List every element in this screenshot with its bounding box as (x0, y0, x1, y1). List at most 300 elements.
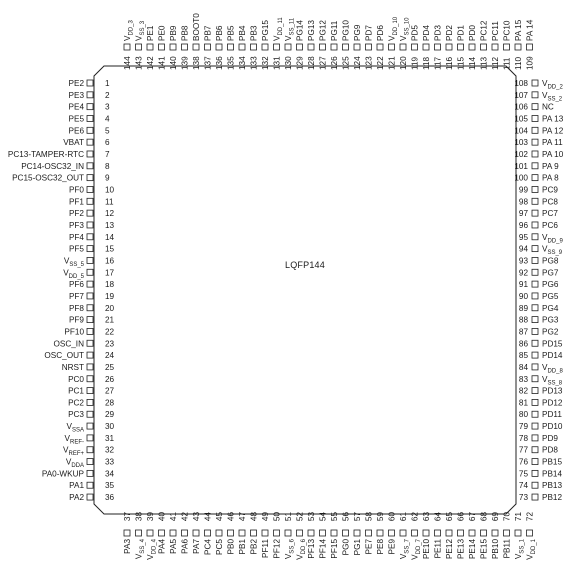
pin-label (69, 79, 85, 88)
pin-label (250, 539, 259, 555)
pin-pad (527, 530, 533, 536)
pin-name: PB9 (169, 25, 178, 41)
pin-number: 57 (353, 512, 362, 522)
pin-label (542, 256, 559, 265)
pin-name-subscript: DD_1 (531, 539, 537, 555)
pin-name: PE3 (68, 90, 84, 100)
pin-name: PG15 (261, 20, 270, 41)
pin-pad (87, 210, 93, 216)
pin-number: 77 (518, 445, 528, 455)
pin-pad (532, 246, 538, 252)
pin-number: 81 (518, 398, 528, 408)
pin-pad (504, 44, 510, 50)
pin-pad (532, 376, 538, 382)
pin-label (434, 539, 443, 559)
pin-pad (147, 530, 153, 536)
pin-121 (388, 16, 400, 70)
pin-name: PA 9 (542, 161, 559, 171)
pin-number: 87 (518, 327, 528, 337)
pin-pad (446, 530, 452, 536)
pin-pad (532, 459, 538, 465)
pin-number: 29 (105, 410, 115, 420)
pin-58 (365, 512, 374, 555)
pin-label (422, 539, 431, 559)
pin-pad (124, 44, 130, 50)
pin-28 (68, 398, 114, 407)
pin-name: PC5 (215, 539, 224, 555)
pin-number: 97 (518, 209, 528, 219)
pin-label (66, 458, 84, 470)
pin-pad (262, 44, 268, 50)
pin-number: 120 (399, 56, 408, 70)
pin-name: BOOT0 (192, 13, 201, 41)
pin-name: PB13 (542, 481, 563, 491)
pin-96 (519, 221, 558, 230)
pin-114 (468, 25, 477, 70)
pin-number: 14 (105, 232, 115, 242)
pin-name: PA3 (123, 539, 132, 554)
pin-47 (238, 512, 247, 555)
pin-name-subscript: DD_6 (301, 539, 307, 555)
pin-label (68, 375, 84, 384)
pin-name: PD2 (445, 25, 454, 41)
pin-number: 142 (146, 56, 155, 70)
pin-pad (331, 44, 337, 50)
pin-label (542, 114, 564, 123)
pin-label (411, 25, 420, 41)
pin-124 (353, 24, 362, 70)
pin-number: 52 (295, 512, 305, 522)
pin-name: PE1 (146, 25, 155, 41)
pin-name: PC12 (479, 20, 489, 41)
pin-name: V (542, 374, 548, 384)
pin-pad (435, 530, 441, 536)
pin-65 (445, 512, 454, 559)
pin-number: 55 (330, 512, 339, 522)
pin-pad (423, 44, 429, 50)
pin-38 (135, 512, 147, 560)
pin-pad (87, 317, 93, 323)
pin-label (307, 20, 316, 41)
pin-label (542, 481, 562, 490)
package-label: LQFP144 (285, 260, 325, 270)
pin-label (542, 138, 563, 147)
pin-number: 94 (518, 244, 528, 254)
pin-pad (532, 388, 538, 394)
pin-label (69, 221, 84, 230)
pin-label (422, 25, 431, 41)
pin-79 (519, 422, 563, 431)
pin-name: PC3 (68, 410, 84, 420)
pin-18 (69, 280, 115, 289)
pin-name: PB7 (203, 25, 213, 41)
pin-name: PF8 (68, 303, 84, 313)
pin-pad (87, 305, 93, 311)
pin-73 (519, 493, 563, 502)
pin-number: 53 (307, 512, 316, 522)
pin-number: 38 (134, 512, 144, 522)
pin-pad (532, 257, 538, 263)
pin-83 (519, 375, 563, 387)
pin-name: PG8 (542, 256, 559, 266)
pin-pad (87, 328, 93, 334)
pin-name: PC0 (68, 374, 84, 384)
pin-name: PE12 (445, 539, 454, 560)
pin-29 (68, 410, 114, 419)
pin-pad (87, 151, 93, 157)
pin-number: 115 (456, 56, 466, 70)
pin-name: PC4 (203, 539, 213, 555)
pin-number: 139 (180, 56, 190, 70)
pin-label (542, 209, 558, 218)
pin-name: PG1 (353, 539, 362, 556)
pin-pad (228, 44, 234, 50)
pin-pad (532, 139, 538, 145)
pin-127 (319, 20, 328, 70)
pin-55 (330, 512, 339, 559)
pin-label (319, 20, 328, 41)
pin-name: PD13 (542, 386, 563, 396)
pin-pad (532, 435, 538, 441)
pin-72 (526, 512, 538, 560)
pin-number: 18 (105, 280, 115, 290)
pin-number: 144 (123, 56, 132, 70)
pin-name: PB14 (542, 469, 563, 479)
pin-label (65, 434, 84, 446)
pin-number: 5 (105, 126, 110, 136)
pin-pad (446, 44, 452, 50)
pin-name: PD12 (542, 398, 563, 408)
pin-pad (400, 530, 406, 536)
pin-pad (400, 44, 406, 50)
pin-number: 58 (364, 512, 374, 522)
pin-name: NC (542, 102, 554, 112)
pin-label (62, 363, 84, 372)
pin-pad (216, 530, 222, 536)
pin-label (69, 197, 84, 206)
pin-pad (274, 530, 280, 536)
pin-number: 24 (105, 351, 115, 361)
pin-92 (519, 268, 559, 277)
pin-name: PB8 (180, 25, 190, 41)
pin-name: PA6 (180, 539, 190, 554)
pin-pad (532, 198, 538, 204)
pin-pad (331, 530, 337, 536)
pin-label (399, 17, 411, 41)
pin-103 (514, 138, 563, 147)
pin-number: 71 (514, 512, 523, 522)
pin-94 (519, 245, 563, 257)
pin-label (480, 20, 489, 41)
pin-number: 141 (157, 56, 167, 70)
pin-116 (445, 25, 454, 70)
pin-name-subscript: DD_11 (278, 17, 284, 36)
pin-number: 12 (105, 209, 115, 219)
pin-label (399, 538, 411, 559)
pin-name: PF13 (307, 539, 316, 559)
pin-name: V (399, 553, 408, 560)
pin-label (146, 538, 158, 559)
pin-label (238, 539, 247, 555)
pin-label (69, 91, 85, 100)
pin-name: PD9 (542, 433, 558, 443)
pin-label (353, 24, 362, 41)
pin-pad (87, 482, 93, 488)
pin-95 (519, 233, 564, 245)
pin-119 (411, 25, 420, 70)
pin-pad (412, 530, 418, 536)
pin-number: 105 (514, 114, 528, 124)
pin-number: 86 (518, 339, 528, 349)
pin-pad (87, 388, 93, 394)
pin-pad (532, 92, 538, 98)
pin-label (261, 20, 270, 41)
pin-pad (147, 44, 153, 50)
pin-pad (532, 364, 538, 370)
pin-label (69, 304, 84, 313)
pin-name: PD0 (468, 25, 477, 41)
pin-144 (123, 20, 135, 70)
pin-name: PE13 (456, 539, 466, 560)
pin-number: 32 (105, 445, 115, 455)
pin-name: V (284, 35, 293, 41)
pin-pad (532, 234, 538, 240)
pin-number: 106 (514, 102, 528, 112)
pin-115 (457, 25, 466, 70)
pin-111 (503, 20, 512, 70)
pin-52 (296, 512, 308, 560)
pin-label (44, 351, 84, 360)
pin-pad (170, 44, 176, 50)
pin-number: 124 (353, 56, 362, 70)
pin-number: 6 (105, 138, 110, 148)
pin-132 (261, 20, 270, 70)
pin-label (181, 25, 190, 41)
pin-label (227, 25, 236, 41)
pin-pad (532, 317, 538, 323)
pin-number: 51 (284, 512, 293, 522)
pin-142 (146, 25, 155, 70)
pin-pad (87, 281, 93, 287)
pin-66 (457, 512, 466, 559)
pin-43 (192, 512, 201, 554)
pin-pad (532, 293, 538, 299)
pin-label (250, 25, 259, 41)
pin-number: 62 (410, 512, 420, 522)
pin-pad (532, 340, 538, 346)
pin-number: 19 (105, 291, 115, 301)
pin-label (69, 493, 84, 502)
pin-label (542, 316, 559, 325)
pin-name: PF1 (68, 197, 84, 207)
pin-name: PA 8 (542, 173, 559, 183)
pin-pad (87, 423, 93, 429)
pin-number: 119 (410, 56, 420, 70)
pin-number: 33 (105, 457, 115, 467)
pin-name-subscript: DD_8 (547, 368, 563, 375)
pin-name: PG13 (307, 20, 316, 41)
pin-name: PE0 (157, 25, 167, 41)
pin-pad (492, 44, 498, 50)
pin-name-subscript: SS_4 (140, 539, 146, 554)
pin-number: 25 (105, 362, 115, 372)
pin-pad (285, 44, 291, 50)
pin-133 (250, 25, 259, 70)
pin-number: 56 (341, 512, 351, 522)
pin-70 (503, 512, 512, 559)
pin-pad (308, 44, 314, 50)
pin-number: 40 (157, 512, 167, 522)
pin-label (526, 19, 535, 41)
pin-label (69, 280, 84, 289)
pin-name: PE6 (68, 126, 84, 136)
pin-pad (87, 92, 93, 98)
pin-22 (64, 327, 114, 336)
pin-pad (87, 435, 93, 441)
pin-pad (458, 44, 464, 50)
pin-pad (87, 175, 93, 181)
pin-120 (399, 17, 411, 70)
pin-number: 128 (307, 56, 316, 70)
pin-number: 65 (445, 512, 454, 522)
pin-pad (274, 44, 280, 50)
pin-name-subscript: SS_11 (289, 17, 296, 36)
pin-pad (87, 222, 93, 228)
pin-pad (458, 530, 464, 536)
pin-82 (519, 387, 563, 396)
pin-107 (514, 91, 562, 103)
pin-pad (532, 210, 538, 216)
pin-name: V (146, 554, 155, 560)
pin-label (146, 25, 155, 41)
pin-117 (434, 25, 443, 70)
pin-label (542, 103, 554, 112)
pin-name: NRST (61, 362, 84, 372)
pin-name: PF4 (68, 232, 84, 242)
pin-name: PC10 (502, 20, 512, 41)
pin-label (135, 538, 147, 559)
pin-46 (227, 512, 236, 555)
pin-90 (519, 292, 559, 301)
pin-102 (514, 150, 563, 159)
pin-pad (504, 530, 510, 536)
pin-name: PC2 (68, 398, 84, 408)
pin-label (376, 539, 385, 555)
pin-69 (491, 512, 500, 559)
pin-name: V (542, 362, 548, 372)
pin-number: 73 (518, 493, 528, 503)
chip-body (94, 66, 516, 514)
pin-number: 103 (514, 138, 528, 148)
pin-name-subscript: DD_9 (547, 238, 563, 245)
pin-name: PA 15 (514, 19, 523, 41)
pin-24 (44, 351, 114, 360)
pin-36 (69, 493, 114, 502)
pin-122 (376, 25, 385, 70)
pin-name: PD15 (542, 339, 563, 349)
pin-name: PG11 (330, 20, 339, 41)
pin-name: PE14 (468, 539, 477, 560)
pin-26 (68, 375, 114, 384)
pin-number: 68 (479, 512, 489, 522)
pin-number: 91 (518, 280, 528, 290)
pin-number: 7 (105, 149, 110, 159)
pin-label (542, 126, 564, 135)
pin-label (542, 351, 563, 360)
pin-15 (69, 245, 115, 254)
pin-label (238, 25, 247, 41)
pin-name: PF9 (68, 315, 84, 325)
pin-pad (262, 530, 268, 536)
pin-label (68, 387, 84, 396)
pin-number: 82 (518, 386, 528, 396)
pin-19 (69, 292, 115, 301)
pin-name-subscript: SS_7 (404, 539, 411, 554)
pin-number: 4 (105, 114, 110, 124)
pin-pad (159, 44, 165, 50)
pin-number: 26 (105, 374, 115, 384)
pin-128 (307, 20, 316, 70)
pin-74 (519, 481, 563, 490)
pin-name: V (295, 554, 305, 560)
pin-number: 121 (387, 56, 397, 70)
pin-pad (308, 530, 314, 536)
pin-pad (343, 44, 349, 50)
pin-number: 10 (105, 185, 115, 195)
pin-number: 117 (433, 56, 443, 70)
pin-number: 114 (468, 56, 477, 70)
pin-name: PD10 (542, 422, 563, 432)
pin-name: PE8 (376, 539, 385, 555)
pin-pad (377, 44, 383, 50)
pin-pad (193, 44, 199, 50)
pin-name: V (63, 445, 69, 455)
pin-label (514, 19, 523, 41)
pin-label (284, 17, 296, 41)
pin-pad (481, 530, 487, 536)
pin-86 (519, 339, 563, 348)
pin-48 (250, 512, 259, 555)
pin-label (261, 539, 270, 558)
pin-label (64, 256, 85, 268)
pin-number: 90 (518, 291, 528, 301)
pin-44 (204, 512, 213, 555)
pin-name: PB5 (226, 25, 236, 41)
pin-name: V (64, 433, 70, 443)
pin-name-subscript: DD_3 (128, 20, 135, 36)
pin-123 (365, 25, 374, 70)
pin-name-subscript: DDA (71, 463, 84, 470)
pin-name: PG5 (542, 291, 559, 301)
pin-pad (87, 459, 93, 465)
pin-label (503, 20, 512, 41)
pin-pad (532, 222, 538, 228)
pin-85 (519, 351, 563, 360)
pin-label (376, 25, 385, 41)
pin-label (542, 398, 563, 407)
pin-label (63, 138, 84, 147)
pin-10 (69, 185, 115, 194)
pin-53 (307, 512, 316, 559)
pin-number: 23 (105, 339, 115, 349)
pin-87 (519, 327, 559, 336)
pin-number: 133 (249, 56, 259, 70)
pin-57 (353, 512, 362, 556)
pin-number: 72 (525, 512, 535, 522)
pin-label (542, 245, 563, 257)
pin-number: 54 (318, 512, 328, 522)
pin-name: PG7 (542, 268, 559, 278)
